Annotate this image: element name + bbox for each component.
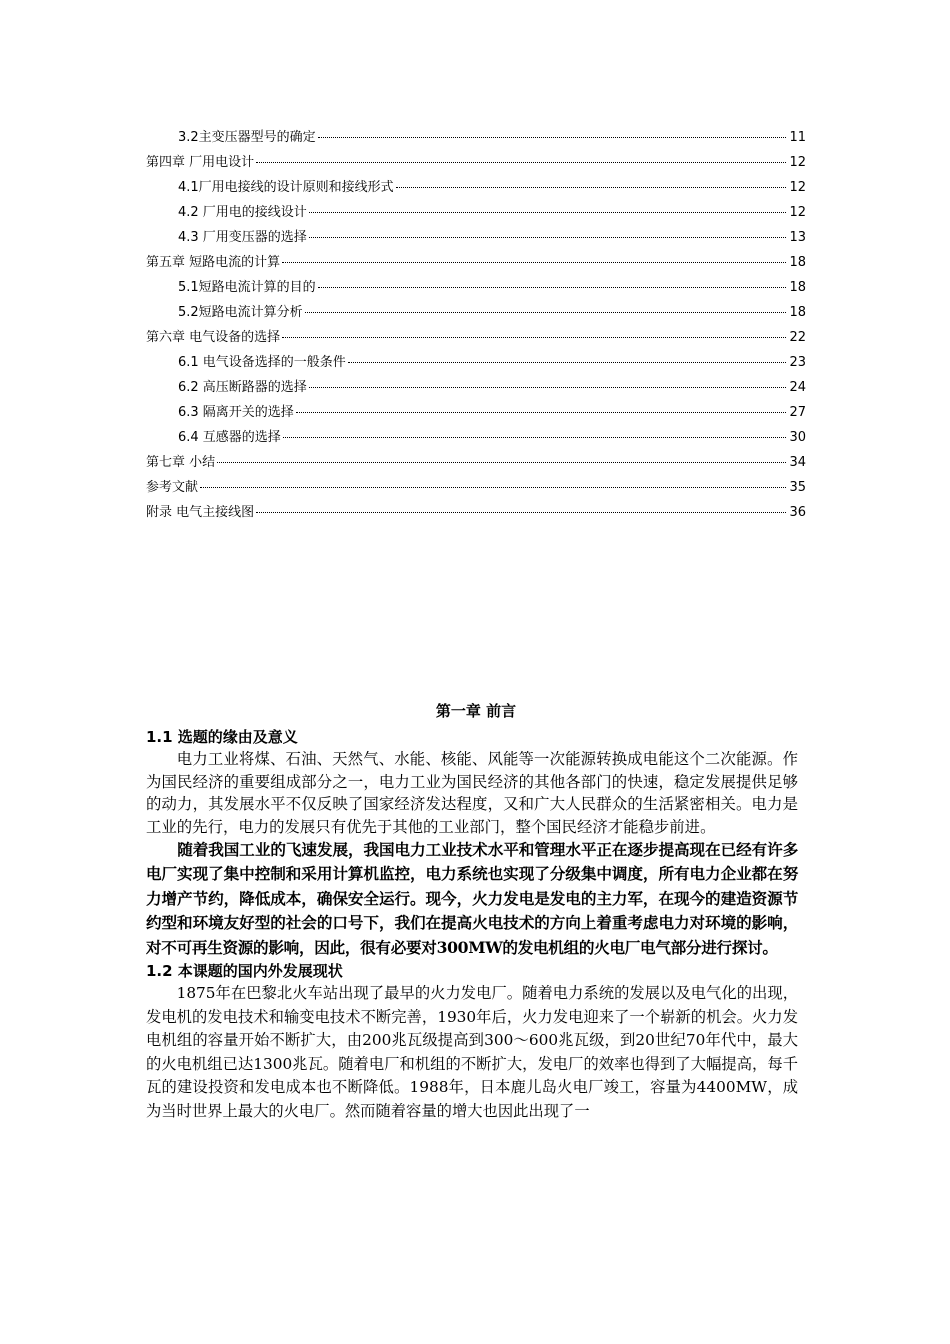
chapter-body: [146, 726, 798, 1123]
toc-entry-title: 3.2主变压器型号的确定: [178, 130, 316, 145]
toc-entry-title: 6.4 互感器的选择: [178, 430, 281, 445]
toc-entry[interactable]: [146, 276, 806, 301]
toc-entry-page: 12: [789, 155, 806, 170]
section-heading-1-1: 1.1 选题的缘由及意义: [146, 728, 298, 746]
table-of-contents: [146, 126, 806, 526]
toc-dot-leader: [309, 387, 786, 388]
toc-entry-title: 第七章 小结: [146, 455, 216, 470]
toc-entry-title: 第四章 厂用电设计: [146, 155, 255, 170]
paragraph-1: 电力工业将煤、石油、天然气、水能、核能、风能等一次能源转换成电能这个二次能源。作为国民经济的重要组成部分之一，电力工业为国民经济的其他各部门的快速，稳定发展提供足够的动力，其发展水平不仅反映了国家经济发达程度，又和广大人民群众的生活紧密相关。电力是工业的先行，电力的发展只有优先于其他的工业部门，整个国民经济才能稳步前进。: [146, 750, 798, 836]
toc-dot-leader: [309, 237, 786, 238]
paragraph-2: 随着我国工业的飞速发展，我国电力工业技术水平和管理水平正在逐步提高现在已经有许多电厂实现了集中控制和采用计算机监控，电力系统也实现了分级集中调度，所有电力企业都在努力增产节约，降低成本，确保安全运行。现今，火力发电是发电的主力军，在现今的建造资源节约型和环境友好型的社会的口号下，我们在提高火电技术的方向上着重考虑电力对环境的影响，对不可再生资源的影响，因此，很有必要对300MW的发电机组的火电厂电气部分进行探讨。: [146, 840, 798, 957]
toc-entry[interactable]: [146, 451, 806, 476]
toc-entry-page: 30: [789, 430, 806, 445]
toc-entry[interactable]: [146, 226, 806, 251]
toc-entry[interactable]: [146, 326, 806, 351]
toc-entry-title: 5.1短路电流计算的目的: [178, 280, 316, 295]
toc-entry[interactable]: [146, 426, 806, 451]
toc-entry-page: 13: [789, 230, 806, 245]
toc-dot-leader: [282, 337, 786, 338]
toc-entry-page: 22: [789, 330, 806, 345]
toc-dot-leader: [318, 137, 786, 138]
toc-entry-title: 第五章 短路电流的计算: [146, 255, 281, 270]
toc-dot-leader: [296, 412, 786, 413]
toc-entry-title: 5.2短路电流计算分析: [178, 305, 303, 320]
toc-entry[interactable]: [146, 476, 806, 501]
toc-dot-leader: [305, 312, 786, 313]
toc-dot-leader: [200, 487, 786, 488]
toc-dot-leader: [256, 512, 786, 513]
toc-entry[interactable]: [146, 301, 806, 326]
toc-entry-page: 23: [789, 355, 806, 370]
chapter-title: 第一章 前言: [435, 702, 517, 720]
toc-entry[interactable]: [146, 401, 806, 426]
toc-entry[interactable]: [146, 151, 806, 176]
toc-entry-title: 6.2 高压断路器的选择: [178, 380, 307, 395]
toc-dot-leader: [217, 462, 786, 463]
toc-entry-title: 附录 电气主接线图: [146, 505, 255, 520]
toc-dot-leader: [309, 212, 786, 213]
toc-entry-page: 35: [789, 480, 806, 495]
toc-entry-title: 4.2 厂用电的接线设计: [178, 205, 307, 220]
toc-entry-title: 第六章 电气设备的选择: [146, 330, 281, 345]
toc-entry-page: 34: [789, 455, 806, 470]
toc-entry-title: 4.1厂用电接线的设计原则和接线形式: [178, 180, 394, 195]
toc-entry-title: 6.1 电气设备选择的一般条件: [178, 355, 346, 370]
toc-entry-page: 18: [789, 280, 806, 295]
toc-entry-page: 27: [789, 405, 806, 420]
paragraph-3: 1875年在巴黎北火车站出现了最早的火力发电厂。随着电力系统的发展以及电气化的出现，发电机的发电技术和输变电技术不断完善，1930年后，火力发电迎来了一个崭新的机会。火力发电机组的容量开始不断扩大，由200兆瓦级提高到300～600兆瓦级，到20世纪70年代中，最大的火电机组已达1300兆瓦。随着电厂和机组的不断扩大，发电厂的效率也得到了大幅提高，每千瓦的建设投资和发电成本也不断降低。1988年，日本鹿儿岛火电厂竣工，容量为4400MW，成为当时世界上最大的火电厂。然而随着容量的增大也因此出现了一: [146, 984, 798, 1120]
toc-dot-leader: [348, 362, 786, 363]
section-heading-1-2: 1.2 本课题的国内外发展现状: [146, 962, 343, 981]
toc-entry[interactable]: [146, 376, 806, 401]
toc-entry-title: 6.3 隔离开关的选择: [178, 405, 294, 420]
toc-entry-page: 12: [789, 180, 806, 195]
toc-dot-leader: [256, 162, 786, 163]
toc-entry-page: 18: [789, 305, 806, 320]
toc-entry[interactable]: [146, 126, 806, 151]
toc-entry-page: 11: [789, 130, 806, 145]
toc-entry[interactable]: [146, 501, 806, 526]
toc-entry-page: 12: [789, 205, 806, 220]
toc-dot-leader: [283, 437, 786, 438]
toc-entry-title: 参考文献: [146, 480, 199, 495]
toc-entry-page: 36: [789, 505, 806, 520]
toc-entry[interactable]: [146, 201, 806, 226]
toc-entry-title: 4.3 厂用变压器的选择: [178, 230, 307, 245]
toc-entry[interactable]: [146, 351, 806, 376]
toc-entry[interactable]: [146, 251, 806, 276]
toc-dot-leader: [318, 287, 786, 288]
toc-dot-leader: [282, 262, 786, 263]
toc-entry-page: 24: [789, 380, 806, 395]
toc-entry[interactable]: [146, 176, 806, 201]
toc-entry-page: 18: [789, 255, 806, 270]
toc-dot-leader: [396, 187, 786, 188]
